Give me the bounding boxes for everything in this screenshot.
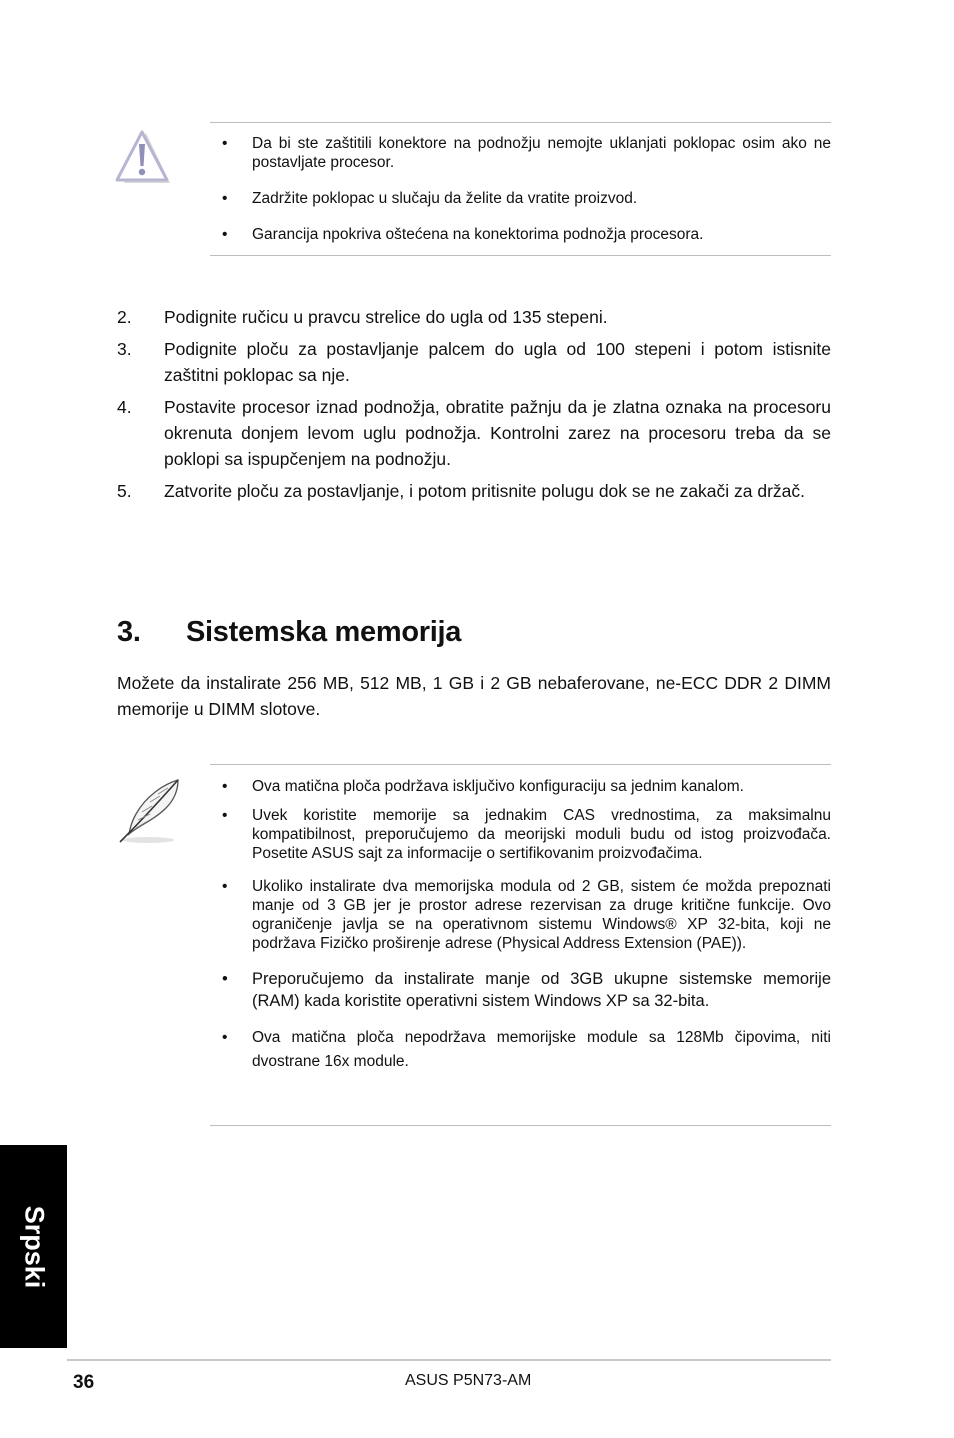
page-number: 36 xyxy=(73,1372,95,1393)
note-item: • Preporučujemo da instalirate manje od 3GB ukupne sistemske memorije (RAM) kada koristite operativni sistem Windows XP sa 32-bita. xyxy=(222,970,831,1010)
note-item: • Ova matična ploča nepodržava memorijske module sa 128Mb čipovima, niti dvostrane 16x module. xyxy=(222,1029,831,1070)
note-item: • Ova matična ploča podržava isključivo konfiguraciju sa jednim kanalom. xyxy=(222,778,744,795)
section-intro: Možete da instalirate 256 MB, 512 MB, 1 GB i 2 GB nebaferovane, ne-ECC DDR 2 DIMM memorije u DIMM slotove. xyxy=(117,673,831,719)
note-box xyxy=(210,764,831,1126)
footer-title: ASUS P5N73-AM xyxy=(405,1372,532,1389)
note-item: • Uvek koristite memorije sa jednakim CAS vrednostima, za maksimalnu kompatibilnost, preporučujemo da meorijski moduli budu od istog proizvođača. Posetite ASUS sajt za informacije o sertifikovanim proizvođačima. xyxy=(222,807,831,862)
language-side-tab xyxy=(0,1145,67,1348)
section-title: Sistemska memorija xyxy=(186,616,462,648)
step-item: 3. Podignite ploču za postavljanje palcem do ugla od 100 stepeni i potom istisnite zaštitni poklopac sa nje. xyxy=(117,339,831,385)
section-number: 3. xyxy=(117,616,141,648)
language-label: Srpski xyxy=(19,1205,49,1288)
step-item: 2. Podignite ručicu u pravcu strelice do ugla od 135 stepeni. xyxy=(117,307,608,327)
installation-steps xyxy=(117,304,831,510)
warning-triangle-icon xyxy=(112,130,172,186)
caution-item: • Da bi ste zaštitili konektore na podnožju nemojte uklanjati poklopac osim ako ne postavljate procesor. xyxy=(222,135,831,171)
caution-item: • Zadržite poklopac u slučaju da želite da vratite proizvod. xyxy=(222,190,638,207)
step-item: 5. Zatvorite ploču za postavljanje, i potom pritisnite polugu dok se ne zakači za držač. xyxy=(117,481,806,501)
feather-pen-icon xyxy=(112,776,186,848)
caution-item: • Garancija npokriva oštećena na konektorima podnožja procesora. xyxy=(222,226,704,243)
note-item: • Ukoliko instalirate dva memorijska modula od 2 GB, sistem će možda prepoznati manje od 3 GB jer je prostor adrese rezervisan za druge kritične funkcije. Ovo ograničenje javlja se na operativnom sistemu Windows® XP 32-bita, koji ne podržava Fizičko proširenje adrese (Physical Address Extension (PAE)). xyxy=(222,878,831,952)
section-heading xyxy=(117,616,461,649)
step-item: 4. Postavite procesor iznad podnožja, obratite pažnju da je zlatna oznaka na procesoru okrenuta donjem levom uglu podnožja. Kontrolni zarez na procesoru treba da se poklopi sa ispupčenjem na podnožju. xyxy=(117,397,831,469)
footer-divider xyxy=(67,1359,831,1361)
caution-box xyxy=(210,122,831,256)
